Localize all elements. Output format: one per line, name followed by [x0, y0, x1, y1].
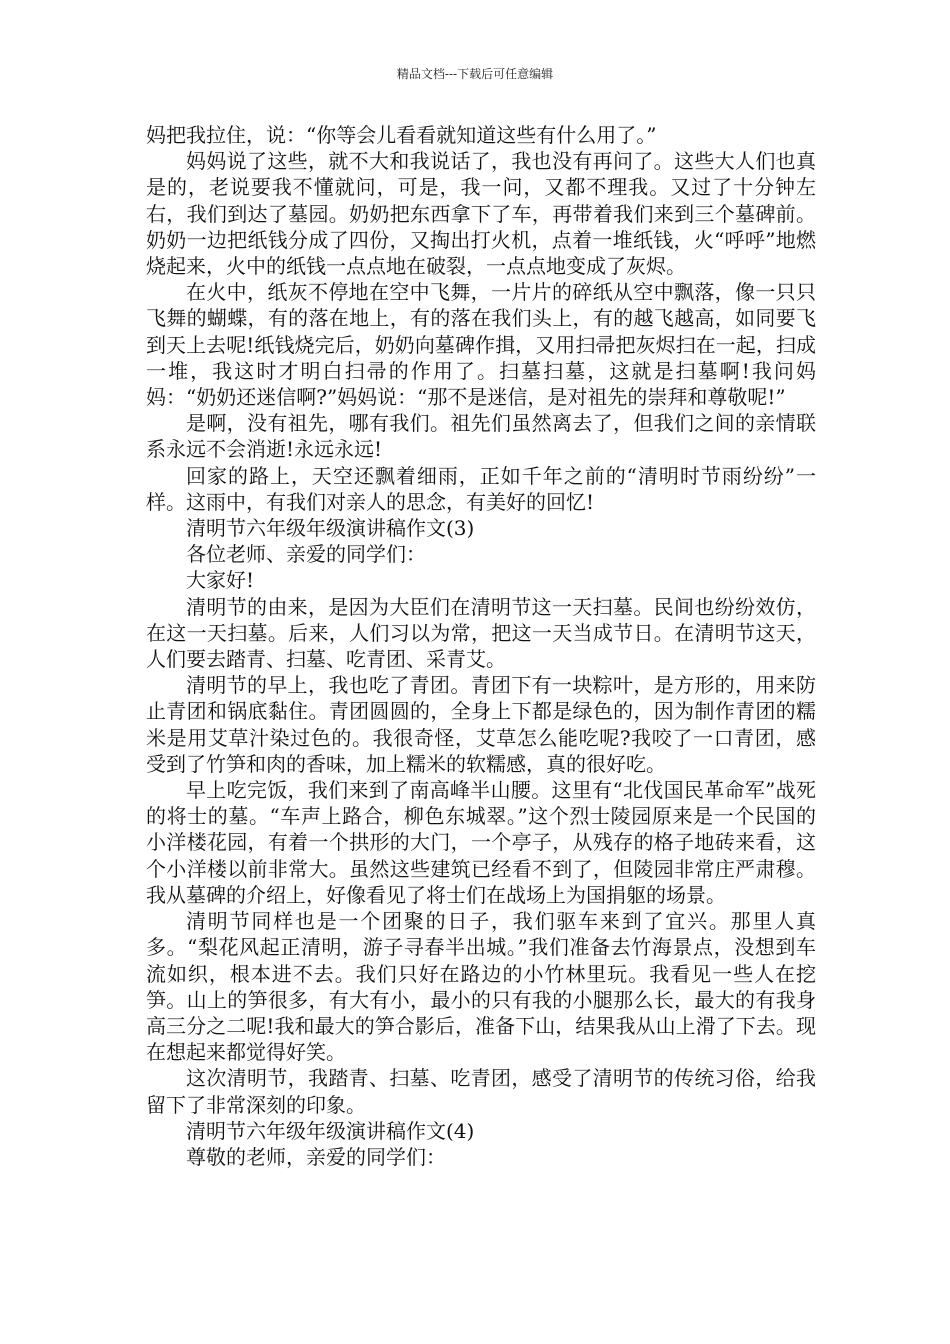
paragraph: 这次清明节，我踏青、扫墓、吃青团，感受了清明节的传统习俗，给我留下了非常深刻的印象。: [146, 1066, 816, 1117]
greeting: 大家好!: [186, 568, 255, 593]
section-heading: 清明节六年级年级演讲稿作文(3): [186, 516, 475, 541]
paragraph: 是啊，没有祖先，哪有我们。祖先们虽然离去了，但我们之间的亲情联系永远不会消逝!永远永远!: [146, 411, 816, 462]
paragraph: 妈妈说了这些，就不大和我说话了，我也没有再问了。这些大人们也真是的，老说要我不懂就问，可是，我一问，又都不理我。又过了十分钟左右，我们到达了墓园。奶奶把东西拿下了车，再带着我们来到三个墓碑前。奶奶一边把纸钱分成了四份，又掏出打火机，点着一堆纸钱，火“呼呼”地燃烧起来，火中的纸钱一点点地在破裂，一点点地变成了灰烬。: [146, 149, 816, 279]
paragraph: 清明节的由来，是因为大臣们在清明节这一天扫墓。民间也纷纷效仿，在这一天扫墓。后来，人们习以为常，把这一天当成节日。在清明节这天，人们要去踏青、扫墓、吃青团、采青艾。: [146, 594, 816, 672]
paragraph: 在火中，纸灰不停地在空中飞舞，一片片的碎纸从空中飘落，像一只只飞舞的蝴蝶，有的落在地上，有的落在我们头上，有的越飞越高，如同要飞到天上去呢!纸钱烧完后，奶奶向墓碑作揖，又用扫帚把灰烬扫在一起，扫成一堆，我这时才明白扫帚的作用了。扫墓扫墓，这就是扫墓啊!我问妈妈：“奶奶还迷信啊?”妈妈说：“那不是迷信，是对祖先的崇拜和尊敬呢!”: [146, 280, 816, 410]
paragraph: 早上吃完饭，我们来到了南高峰半山腰。这里有“北伐国民革命军”战死的将士的墓。“车声上路合，柳色东城翠。”这个烈士陵园原来是一个民国的小洋楼花园，有着一个拱形的大门，一个亭子，从残存的格子地砖来看，这个小洋楼以前非常大。虽然这些建筑已经看不到了，但陵园非常庄严肃穆。我从墓碑的介绍上，好像看见了将士们在战场上为国捐躯的场景。: [146, 778, 816, 907]
paragraph: 妈把我拉住，说：“你等会儿看看就知道这些有什么用了。”: [146, 123, 657, 147]
section-heading: 清明节六年级年级演讲稿作文(4): [186, 1118, 475, 1143]
paragraph: 清明节的早上，我也吃了青团。青团下有一块粽叶，是方形的，用来防止青团和锅底黏住。青团圆圆的，全身上下都是绿色的，因为制作青团的糯米是用艾草汁染过色的。我很奇怪，艾草怎么能吃呢?我咬了一口青团，感受到了竹笋和肉的香味，加上糯米的软糯感，真的很好吃。: [146, 673, 816, 776]
page-header: 精品文档---下载后可任意编辑: [396, 67, 554, 81]
document-body: [146, 122, 816, 1170]
paragraph: 清明节同样也是一个团聚的日子，我们驱车来到了宜兴。那里人真多。“梨花风起正清明，游子寻春半出城。”我们准备去竹海景点，没想到车流如织，根本进不去。我们只好在路边的小竹林里玩。我看见一些人在挖笋。山上的笋很多，有大有小，最小的只有我的小腿那么长，最大的有我身高三分之二呢!我和最大的笋合影后，准备下山，结果我从山上滑了下去。现在想起来都觉得好笑。: [146, 909, 816, 1065]
salutation: 各位老师、亲爱的同学们：: [186, 542, 426, 567]
paragraph: 回家的路上，天空还飘着细雨，正如千年之前的“清明时节雨纷纷”一样。这雨中，有我们对亲人的思念，有美好的回忆!: [146, 463, 816, 514]
salutation: 尊敬的老师，亲爱的同学们：: [186, 1144, 446, 1169]
